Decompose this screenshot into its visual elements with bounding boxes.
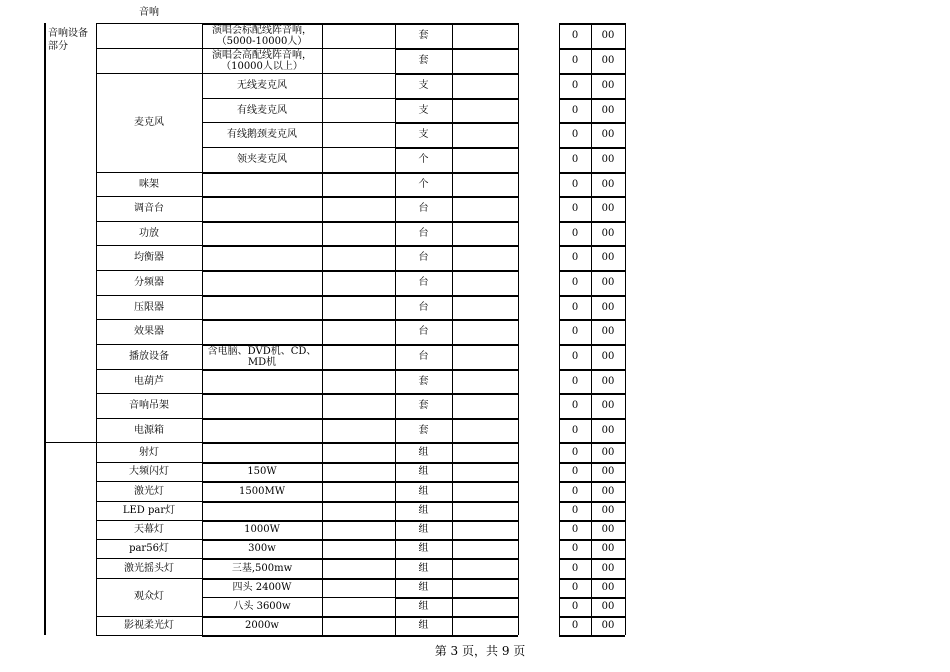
cell-qty: 0	[571, 601, 579, 612]
cell-qty: 0	[571, 524, 579, 535]
cell-price: 00	[601, 376, 615, 387]
cell-name: 压限器	[134, 302, 164, 313]
cell-qty: 0	[571, 505, 579, 516]
grid-line-horizontal	[202, 369, 395, 371]
cell-name: 均衡器	[134, 252, 164, 263]
grid-line-horizontal	[559, 501, 625, 503]
cell-unit: 台	[418, 326, 429, 337]
cell-price: 00	[601, 400, 615, 411]
cell-name: 电源箱	[134, 425, 164, 436]
grid-line-horizontal	[559, 295, 625, 297]
grid-line-horizontal	[395, 501, 518, 503]
grid-line-horizontal	[96, 369, 202, 370]
cell-price: 00	[601, 447, 615, 458]
cell-spec: 无线麦克风	[237, 80, 287, 91]
cell-unit: 组	[418, 466, 429, 477]
cell-unit: 组	[418, 505, 429, 516]
grid-line-horizontal	[96, 635, 202, 636]
grid-line-vertical	[518, 23, 519, 635]
cell-qty: 0	[571, 252, 579, 263]
cell-unit: 套	[418, 425, 429, 436]
cell-qty: 0	[571, 447, 579, 458]
cell-qty: 0	[571, 563, 579, 574]
grid-line-horizontal	[395, 558, 518, 560]
cell-unit: 组	[418, 447, 429, 458]
cell-unit: 套	[418, 400, 429, 411]
header-text: 音响	[139, 7, 159, 18]
cell-unit: 套	[418, 55, 429, 66]
grid-line-vertical	[452, 23, 453, 635]
cell-name: par56灯	[129, 543, 169, 554]
cell-unit: 台	[418, 277, 429, 288]
grid-line-horizontal	[559, 418, 625, 420]
grid-line-vertical	[625, 23, 626, 635]
cell-unit: 组	[418, 582, 429, 593]
cell-price: 00	[601, 543, 615, 554]
cell-spec: 三基,500mw	[231, 563, 293, 574]
cell-spec: 含电脑、DVD机、CD、MD机	[207, 346, 317, 368]
grid-line-horizontal	[202, 147, 395, 148]
grid-line-horizontal	[202, 418, 395, 420]
cell-qty: 0	[571, 466, 579, 477]
grid-line-horizontal	[96, 73, 202, 74]
cell-spec: 四头 2400W	[232, 582, 292, 593]
cell-unit: 套	[418, 30, 429, 41]
grid-line-horizontal	[559, 319, 625, 321]
cell-spec: 有线麦克风	[237, 105, 287, 116]
cell-qty: 0	[571, 154, 579, 165]
grid-line-horizontal	[559, 558, 625, 560]
cell-spec: 有线鹅颈麦克风	[227, 129, 297, 140]
grid-line-horizontal	[96, 48, 202, 49]
grid-line-horizontal	[559, 98, 625, 100]
cell-name: 效果器	[134, 326, 164, 337]
grid-line-horizontal	[202, 245, 395, 247]
grid-line-horizontal	[202, 73, 395, 74]
cell-price: 00	[601, 30, 615, 41]
cell-price: 00	[601, 601, 615, 612]
grid-line-horizontal	[395, 539, 518, 541]
cell-unit: 台	[418, 351, 429, 362]
grid-line-horizontal	[202, 196, 395, 198]
grid-line-horizontal	[395, 616, 518, 618]
grid-line-horizontal	[559, 73, 625, 75]
grid-line-horizontal	[559, 48, 625, 50]
grid-line-horizontal	[395, 578, 518, 580]
cell-spec: 300w	[248, 543, 276, 554]
grid-line-horizontal	[395, 369, 518, 371]
group-label-audience: 观众灯	[134, 591, 164, 602]
grid-line-horizontal	[96, 23, 202, 24]
grid-line-horizontal	[395, 196, 518, 198]
grid-line-horizontal	[395, 597, 518, 599]
grid-line-horizontal	[559, 147, 625, 149]
cell-unit: 组	[418, 620, 429, 631]
grid-line-horizontal	[96, 295, 202, 296]
grid-line-horizontal	[202, 462, 395, 464]
grid-line-horizontal	[559, 520, 625, 522]
grid-line-horizontal	[395, 393, 518, 395]
grid-line-horizontal	[395, 481, 518, 483]
grid-line-horizontal	[202, 172, 395, 174]
grid-line-horizontal	[202, 98, 395, 99]
grid-line-horizontal	[202, 597, 395, 598]
cell-unit: 组	[418, 563, 429, 574]
cell-qty: 0	[571, 105, 579, 116]
cell-qty: 0	[571, 486, 579, 497]
cell-price: 00	[601, 277, 615, 288]
cell-qty: 0	[571, 376, 579, 387]
grid-line-horizontal	[202, 558, 395, 560]
grid-line-horizontal	[395, 442, 518, 444]
grid-line-horizontal	[44, 442, 96, 443]
cell-qty: 0	[571, 351, 579, 362]
cell-qty: 0	[571, 425, 579, 436]
cell-unit: 台	[418, 302, 429, 313]
cell-price: 00	[601, 466, 615, 477]
grid-line-horizontal	[96, 462, 202, 463]
cell-unit: 个	[418, 154, 429, 165]
grid-line-horizontal	[559, 635, 625, 637]
cell-qty: 0	[571, 228, 579, 239]
cell-qty: 0	[571, 620, 579, 631]
cell-qty: 0	[571, 55, 579, 66]
cell-price: 00	[601, 228, 615, 239]
cell-unit: 套	[418, 376, 429, 387]
grid-line-horizontal	[96, 196, 202, 197]
grid-line-horizontal	[559, 578, 625, 580]
grid-line-horizontal	[96, 172, 202, 173]
grid-line-horizontal	[96, 418, 202, 419]
grid-line-horizontal	[202, 48, 395, 49]
grid-line-horizontal	[96, 319, 202, 320]
cell-qty: 0	[571, 129, 579, 140]
grid-line-horizontal	[202, 481, 395, 483]
cell-unit: 组	[418, 524, 429, 535]
cell-spec: 150W	[247, 466, 277, 477]
grid-line-horizontal	[96, 539, 202, 540]
grid-line-vertical	[44, 23, 46, 635]
cell-qty: 0	[571, 326, 579, 337]
cell-price: 00	[601, 326, 615, 337]
grid-line-horizontal	[559, 344, 625, 346]
cell-price: 00	[601, 80, 615, 91]
grid-line-horizontal	[559, 393, 625, 395]
cell-unit: 组	[418, 486, 429, 497]
grid-line-horizontal	[202, 270, 395, 272]
grid-line-horizontal	[559, 616, 625, 618]
grid-line-horizontal	[96, 616, 202, 617]
grid-line-horizontal	[395, 295, 518, 297]
grid-line-horizontal	[202, 122, 395, 123]
cell-unit: 台	[418, 203, 429, 214]
grid-line-horizontal	[96, 442, 202, 443]
grid-line-horizontal	[96, 245, 202, 246]
grid-line-horizontal	[395, 221, 518, 223]
grid-line-horizontal	[395, 635, 518, 637]
grid-line-horizontal	[559, 462, 625, 464]
grid-line-horizontal	[559, 539, 625, 541]
cell-price: 00	[601, 154, 615, 165]
grid-line-horizontal	[559, 172, 625, 174]
grid-line-horizontal	[559, 442, 625, 444]
cell-qty: 0	[571, 203, 579, 214]
cell-name: 咪架	[139, 179, 159, 190]
grid-line-horizontal	[395, 172, 518, 174]
grid-line-vertical	[322, 23, 323, 635]
grid-line-horizontal	[395, 344, 518, 346]
cell-price: 00	[601, 179, 615, 190]
grid-line-horizontal	[202, 520, 395, 522]
grid-line-horizontal	[559, 270, 625, 272]
cell-name: 天幕灯	[134, 524, 164, 535]
cell-name: 调音台	[134, 203, 164, 214]
grid-line-horizontal	[395, 23, 518, 25]
cell-name: 电葫芦	[134, 376, 164, 387]
cell-unit: 支	[418, 105, 429, 116]
grid-line-horizontal	[559, 122, 625, 124]
grid-line-horizontal	[395, 270, 518, 272]
cell-price: 00	[601, 302, 615, 313]
cell-name: 射灯	[139, 447, 159, 458]
cell-unit: 组	[418, 543, 429, 554]
cell-name: 大频闪灯	[129, 466, 169, 477]
grid-line-horizontal	[559, 597, 625, 599]
cell-name: 激光灯	[134, 486, 164, 497]
grid-line-horizontal	[395, 147, 518, 149]
cell-price: 00	[601, 582, 615, 593]
cell-unit: 个	[418, 179, 429, 190]
cell-price: 00	[601, 505, 615, 516]
grid-line-horizontal	[202, 221, 395, 223]
cell-name: 音响吊架	[129, 400, 169, 411]
cell-price: 00	[601, 425, 615, 436]
cell-unit: 支	[418, 129, 429, 140]
cell-name: 激光摇头灯	[124, 563, 174, 574]
cell-price: 00	[601, 524, 615, 535]
grid-line-horizontal	[96, 481, 202, 482]
cell-name: LED par灯	[122, 505, 176, 516]
cell-spec: 八头 3600w	[233, 601, 291, 612]
grid-line-horizontal	[395, 122, 518, 124]
grid-line-horizontal	[559, 23, 625, 25]
grid-line-horizontal	[96, 270, 202, 271]
grid-line-horizontal	[202, 635, 395, 637]
grid-line-horizontal	[96, 344, 202, 345]
cell-unit: 组	[418, 601, 429, 612]
grid-line-horizontal	[395, 319, 518, 321]
cell-spec: 1500MW	[239, 486, 285, 497]
grid-line-horizontal	[202, 501, 395, 503]
grid-line-horizontal	[202, 393, 395, 395]
grid-line-horizontal	[559, 196, 625, 198]
cell-price: 00	[601, 252, 615, 263]
grid-line-horizontal	[395, 48, 518, 50]
page-footer: 第 3 页，共 9 页	[434, 644, 526, 658]
cell-price: 00	[601, 203, 615, 214]
cell-qty: 0	[571, 80, 579, 91]
cell-qty: 0	[571, 277, 579, 288]
grid-line-horizontal	[395, 462, 518, 464]
cell-name: 分频器	[134, 277, 164, 288]
cell-qty: 0	[571, 543, 579, 554]
cell-price: 00	[601, 563, 615, 574]
cell-price: 00	[601, 620, 615, 631]
cell-qty: 0	[571, 179, 579, 190]
cell-name: 功放	[139, 228, 159, 239]
cell-price: 00	[601, 55, 615, 66]
group-label-mic: 麦克风	[134, 117, 164, 128]
grid-line-horizontal	[202, 442, 395, 444]
cell-unit: 支	[418, 80, 429, 91]
cell-qty: 0	[571, 302, 579, 313]
grid-line-horizontal	[395, 520, 518, 522]
grid-line-horizontal	[96, 221, 202, 222]
grid-line-horizontal	[395, 73, 518, 75]
section-label-audio: 音响设备部分	[48, 28, 88, 52]
cell-spec: 演唱会标配线阵音响，（5000-10000人）	[212, 25, 312, 47]
grid-line-horizontal	[96, 501, 202, 502]
cell-qty: 0	[571, 582, 579, 593]
grid-line-horizontal	[395, 98, 518, 100]
grid-line-horizontal	[202, 319, 395, 321]
grid-line-horizontal	[96, 578, 202, 579]
cell-spec: 2000w	[244, 620, 279, 631]
grid-line-horizontal	[96, 520, 202, 521]
cell-spec: 演唱会高配线阵音响，（10000人以上）	[212, 50, 312, 72]
cell-price: 00	[601, 105, 615, 116]
cell-spec: 领夹麦克风	[237, 154, 287, 165]
grid-line-horizontal	[559, 245, 625, 247]
cell-name: 影视柔光灯	[124, 620, 174, 631]
cell-price: 00	[601, 129, 615, 140]
grid-line-horizontal	[395, 418, 518, 420]
cell-qty: 0	[571, 30, 579, 41]
cell-price: 00	[601, 486, 615, 497]
grid-line-horizontal	[202, 616, 395, 618]
cell-price: 00	[601, 351, 615, 362]
cell-unit: 台	[418, 228, 429, 239]
cell-qty: 0	[571, 400, 579, 411]
cell-unit: 台	[418, 252, 429, 263]
cell-spec: 1000W	[244, 524, 280, 535]
grid-line-horizontal	[559, 221, 625, 223]
grid-line-horizontal	[202, 295, 395, 297]
grid-line-horizontal	[202, 539, 395, 541]
grid-line-horizontal	[96, 393, 202, 394]
grid-line-horizontal	[559, 369, 625, 371]
grid-line-horizontal	[96, 558, 202, 559]
grid-line-horizontal	[202, 578, 395, 580]
cell-name: 播放设备	[129, 351, 169, 362]
grid-line-horizontal	[559, 481, 625, 483]
grid-line-horizontal	[395, 245, 518, 247]
